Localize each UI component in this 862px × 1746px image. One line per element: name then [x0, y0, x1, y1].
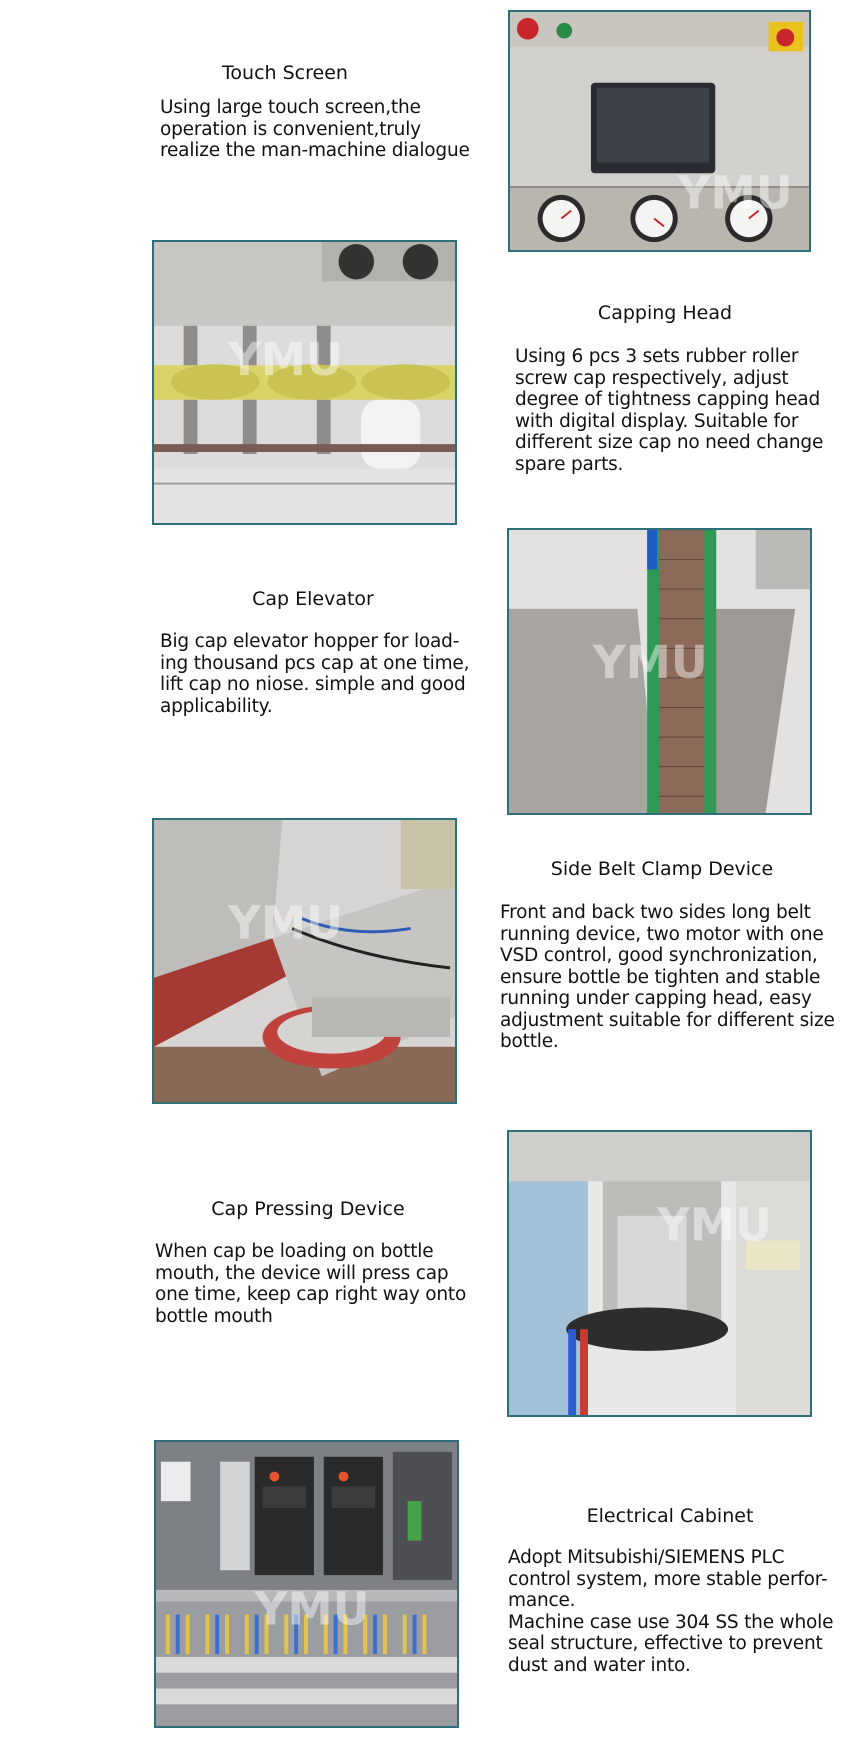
section-desc-cap-elevator: Big cap elevator hopper for load- ing thousand pcs cap at one time, lift cap no niose. simple and good applicability. — [160, 631, 470, 717]
watermark-logo: YMU — [592, 635, 708, 689]
section-title-electrical-cabinet: Electrical Cabinet — [586, 1505, 754, 1527]
section-desc-electrical-cabinet: Adopt Mitsubishi/SIEMENS PLC control system, more stable perfor- mance. Machine case use 304 SS the whole seal structure, effective to prevent dust and water into. — [508, 1547, 834, 1676]
watermark-logo: YMU — [657, 1198, 772, 1252]
watermark-logo: YMU — [228, 896, 343, 950]
watermark-logo: YMU — [677, 166, 793, 220]
section-desc-side-belt-clamp: Front and back two sides long belt running device, two motor with one VSD control, good synchronization, ensure bottle be tighten and stable running under capping head, easy adjustment suitable for different size bottle. — [500, 902, 835, 1052]
watermark-logo: YMU — [228, 333, 343, 387]
cap-pressing-photo — [507, 1130, 812, 1417]
electrical-cabinet-photo — [154, 1440, 459, 1728]
watermark-logo: YMU — [254, 1582, 370, 1636]
section-title-side-belt-clamp: Side Belt Clamp Device — [550, 858, 774, 880]
section-title-cap-elevator: Cap Elevator — [252, 588, 374, 610]
side-belt-clamp-photo — [152, 818, 457, 1104]
touch-screen-photo — [508, 10, 811, 252]
section-desc-capping-head: Using 6 pcs 3 sets rubber roller screw cap respectively, adjust degree of tightness capping head with digital display. Suitable for different size cap no need change spare parts. — [515, 346, 824, 475]
section-title-cap-pressing: Cap Pressing Device — [211, 1198, 405, 1220]
section-title-capping-head: Capping Head — [597, 302, 733, 324]
section-desc-cap-pressing: When cap be loading on bottle mouth, the device will press cap one time, keep cap right way onto bottle mouth — [155, 1241, 467, 1327]
cap-elevator-photo — [507, 528, 812, 815]
capping-head-photo — [152, 240, 457, 525]
section-desc-touch-screen: Using large touch screen,the operation is convenient,truly realize the man-machine dialogue — [160, 97, 470, 161]
section-title-touch-screen: Touch Screen — [222, 62, 348, 84]
